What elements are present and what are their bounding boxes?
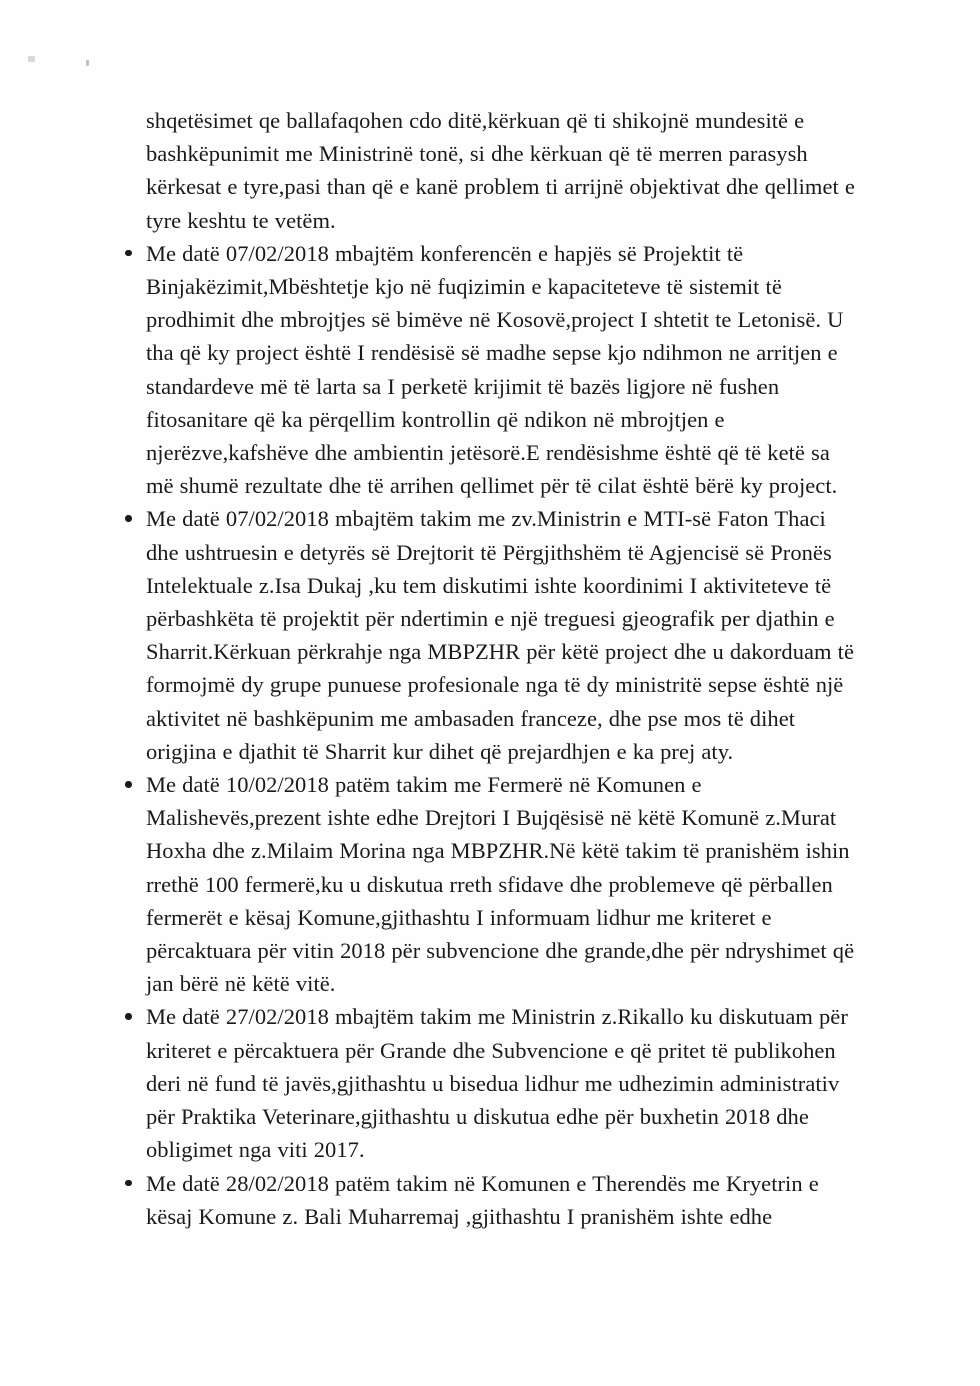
bullet-dot-icon — [125, 515, 132, 522]
list-item-text: Me datë 07/02/2018 mbajtëm takim me zv.Ministrin e MTI-së Faton Thaci dhe ushtruesin e detyrës së Drejtorit të Përgjithshëm të Agjencisë së Pronës Intelektuale z.Isa Dukaj ,ku tem diskutimi ishte koordinimi I aktiviteteve të përbashkëta të projektit për ndertimin e një treguesi gjeografik per djathin e Sharrit.Kërkuan përkrahje nga MBPZHR për këtë project dhe u dakorduam të formojmë dy grupe punuese profesionale nga të dy ministritë sepse është një aktivitet në bashkëpunim me ambasaden franceze, dhe pse mos të dihet origjina e djathit të Sharrit kur dihet që prejardhjen e ka prej aty. — [146, 506, 854, 764]
intro-paragraph: shqetësimet qe ballafaqohen cdo ditë,kërkuan që ti shikojnë mundesitë e bashkëpunimit me Ministrinë tonë, si dhe kërkuan që të merren parasysh kërkesat e tyre,pasi than që e kanë problem ti arrijnë objektivat dhe qellimet e tyre keshtu te vetëm. — [146, 108, 855, 233]
list-item-text: Me datë 28/02/2018 patëm takim në Komunen e Therendës me Kryetrin e kësaj Komune z. Bali Muharremaj ,gjithashtu I pranishëm ishte edhe — [146, 1170, 819, 1229]
scan-artifact-speck-right — [86, 60, 89, 66]
bullet-dot-icon — [125, 781, 132, 788]
list-item-text: Me datë 27/02/2018 mbajtëm takim me Ministrin z.Rikallo ku diskutuam për kriteret e përcaktuera për Grande dhe Subvencione e që pritet të publikohen deri në fund të javës,gjithashtu u bisedua lidhur me udhezimin administrativ për Praktika Veterinare,gjithashtu u diskutua edhe për buxhetin 2018 dhe obligimet nga viti 2017. — [146, 1004, 848, 1163]
list-item — [118, 237, 858, 503]
scan-artifact-speck-left — [28, 56, 35, 62]
list-item-text: Me datë 10/02/2018 patëm takim me Fermerë në Komunen e Malishevës,prezent ishte edhe Drejtori I Bujqësisë në këtë Komunë z.Murat Hoxha dhe z.Milaim Morina nga MBPZHR.Në këtë takim të pranishëm ishin rrethë 100 fermerë,ku u diskutua rreth sfidave dhe problemeve që përballen fermerët e kësaj Komune,gjithashtu I informuam lidhur me kriteret e përcaktuara për vitin 2018 për subvencione dhe grande,dhe për ndryshimet që jan bërë në këtë vitë. — [146, 772, 855, 997]
list-item — [118, 502, 858, 768]
document-body — [118, 104, 858, 1233]
list-item — [118, 1167, 858, 1233]
list-item — [118, 1000, 858, 1166]
bullet-dot-icon — [125, 250, 132, 257]
list-item — [118, 768, 858, 1000]
list-item-text: Me datë 07/02/2018 mbajtëm konferencën e hapjës së Projektit të Binjakëzimit,Mbështetje kjo në fuqizimin e kapaciteteve të sistemit të prodhimit dhe mbrojtjes së bimëve në Kosovë,project I shtetit te Letonisë. U tha që ky project është I rendësisë së madhe sepse kjo ndihmon ne arritjen e standardeve më të larta sa I perketë krijimit të bazës ligjore në fushen fitosanitare që ka përqellim kontrollin që ndikon në mbrojtjen e njerëzve,kafshëve dhe ambientin jetësorë.E rendësishme është që të ketë sa më shumë rezultate dhe të arrihen qellimet për të cilat është bërë ky project. — [146, 240, 844, 499]
activity-bullet-list — [118, 237, 858, 1233]
bullet-dot-icon — [125, 1013, 132, 1020]
bullet-dot-icon — [125, 1180, 132, 1187]
